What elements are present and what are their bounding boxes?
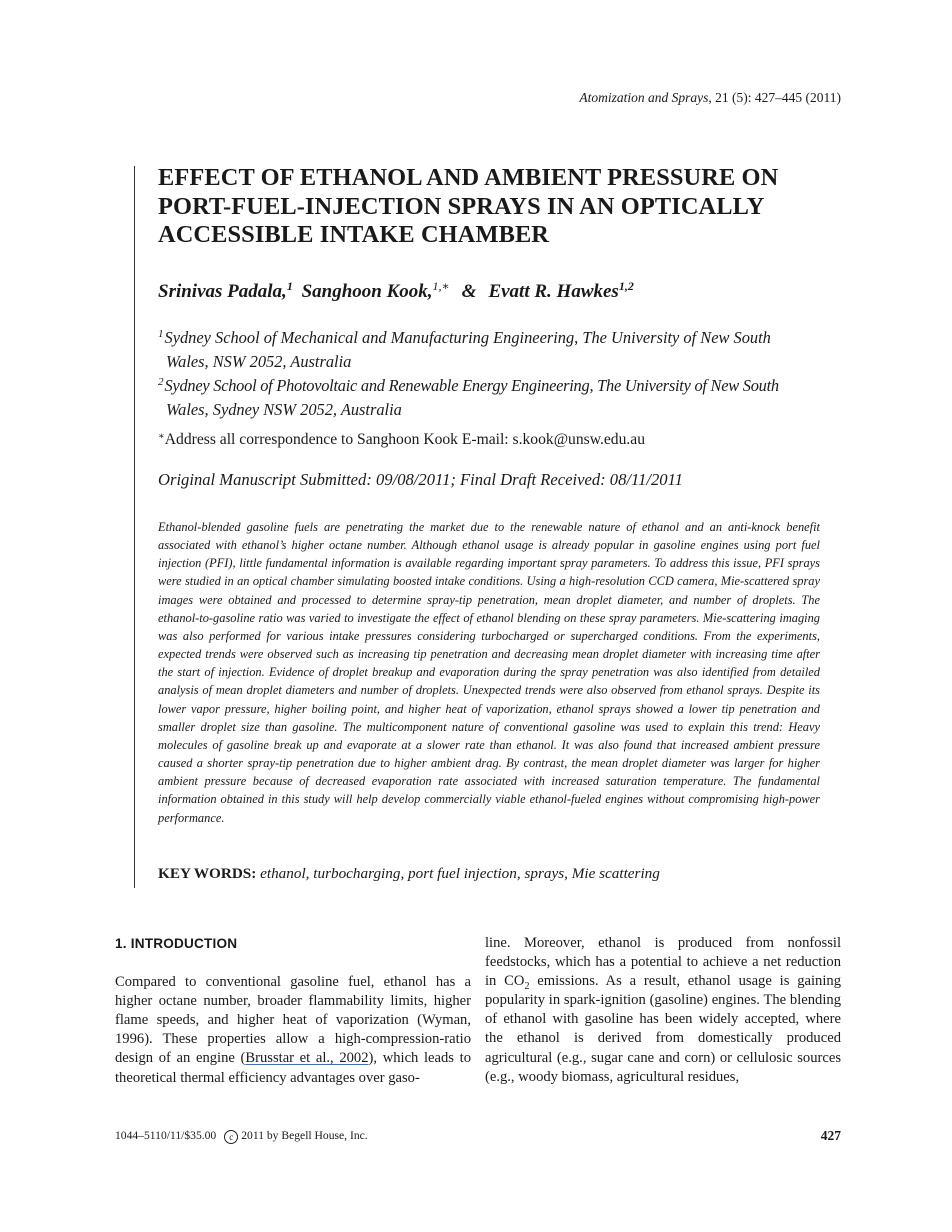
abstract: Ethanol-blended gasoline fuels are penetrating the market due to the renewable nature of ethanol and an anti-knock benefit associated with ethanol’s higher octane number. Although ethanol usage is already popular in gasoline engines using port fuel injection (PFI), little fundamental information is available regarding important spray parameters. To address this issue, PFI sprays were studied in an optical chamber simulating boosted intake conditions. Using a high-resolution CCD camera, Mie-scattered spray images were obtained and processed to determine spray-tip penetration, mean droplet diameter, and number of droplets. The ethanol-to-gasoline ratio was varied to investigate the effect of ethanol blending on these spray parameters. Mie-scattering imaging was also performed for various intake pressures considering turbocharged or supercharged conditions. From the experiments, expected trends were observed such as increasing tip penetration and decreasing mean droplet diameter with increasing time after the start of injection. Evidence of droplet breakup and evaporation during the spray penetration was also identified from detailed analysis of mean droplet diameters and number of droplets. Unexpected trends were also observed from ethanol sprays. Despite its lower vapor pressure, higher boiling point, and higher heat of vaporization, ethanol sprays showed a lower tip penetration and smaller droplet size than gasoline. The multicomponent nature of conventional gasoline was used to explain this trend: Heavy molecules of gasoline break up and evaporate at a slower rate than ethanol. It was also found that increased ambient pressure caused a shorter spray-tip penetration due to higher ambient drag. By contrast, the mean droplet diameter was larger for higher ambient pressure because of decreased evaporation rate associated with increased saturation temperature. The fundamental information obtained in this study will help develop commercially viable ethanol-fueled engines without compromising high-power performance.: [158, 520, 820, 825]
affiliation-line: Sydney School of Mechanical and Manufacturing Engineering, The University of New South: [164, 328, 771, 347]
author-name: Sanghoon Kook,: [301, 281, 433, 302]
body-text: emissions. As a result, ethanol usage is gaining popularity in spark-ignition (gasoline) engines. The blending of ethanol with gasoline has been widely accepted, where the ethanol is derived from domestically produced agricultural (e.g., sugar cane and corn) or cellulosic sources (e.g., woody biomass, agricultural residues,: [485, 973, 841, 1085]
affiliation-number: 2: [158, 376, 164, 388]
author-name: Srinivas Padala,: [158, 281, 287, 302]
copyright-icon: c: [224, 1130, 238, 1144]
author-affiliation-mark: 1,∗: [432, 279, 450, 293]
correspondence-text: Address all correspondence to Sanghoon Kook E-mail: s.kook@unsw.edu.au: [164, 431, 645, 448]
journal-volume: , 21 (5): 427–445 (2011): [708, 90, 841, 105]
affiliation-line: Wales, Sydney NSW 2052, Australia: [166, 400, 402, 419]
journal-name: Atomization and Sprays: [579, 90, 709, 105]
footer-issn: [115, 1129, 368, 1144]
body-paragraph: [115, 973, 471, 1088]
author-affiliation-mark: 1,2: [618, 279, 634, 293]
keywords-label: KEY WORDS:: [158, 865, 257, 882]
citation-link[interactable]: Brusstar et al., 2002: [245, 1050, 369, 1067]
author-separator: &: [461, 281, 477, 302]
affiliation-line: Sydney School of Photovoltaic and Renewable Energy Engineering, The University of New South: [164, 376, 779, 395]
left-margin-rule: [134, 166, 135, 888]
journal-citation: [579, 90, 841, 106]
affiliation: [158, 374, 822, 422]
manuscript-dates: Original Manuscript Submitted: 09/08/2011; Final Draft Received: 08/11/2011: [158, 470, 683, 489]
keywords: [158, 865, 660, 883]
body-column-right: [485, 934, 841, 1087]
copyright-text: 2011 by Begell House, Inc.: [241, 1129, 368, 1142]
author-affiliation-mark: 1: [286, 279, 293, 293]
subscript: 2: [524, 981, 530, 993]
affiliation-line: Wales, NSW 2052, Australia: [166, 352, 352, 371]
page-number: 427: [820, 1128, 841, 1143]
keywords-text: ethanol, turbocharging, port fuel injection, sprays, Mie scattering: [260, 865, 660, 882]
correspondence-star: ∗: [158, 431, 165, 442]
body-text: ), which leads to theoretical thermal efficiency advantages over gaso-: [115, 1050, 471, 1086]
affiliation-number: 1: [158, 328, 164, 340]
body-text: line. Moreover, ethanol is produced from nonfossil feedstocks, which has a potential to achieve a net reduction in CO: [485, 935, 841, 990]
issn-price: 1044–5110/11/$35.00: [115, 1129, 217, 1142]
affiliation: [158, 326, 822, 374]
body-text: Compared to conventional gasoline fuel, ethanol has a higher octane number, broader flammability limits, higher flame speeds, and higher heat of vaporization (Wyman, 1996). These properties allow a high-compression-ratio design of an engine (: [115, 974, 471, 1067]
author-list: [158, 281, 634, 303]
section-heading: 1. INTRODUCTION: [115, 936, 238, 951]
body-paragraph: [485, 934, 841, 1087]
body-column-left: [115, 934, 471, 1088]
paper-title: EFFECT OF ETHANOL AND AMBIENT PRESSURE ON PORT-FUEL-INJECTION SPRAYS IN AN OPTICALLY ACCESSIBLE INTAKE CHAMBER: [158, 164, 779, 248]
author-name: Evatt R. Hawkes: [488, 281, 619, 302]
correspondence: [158, 431, 645, 449]
